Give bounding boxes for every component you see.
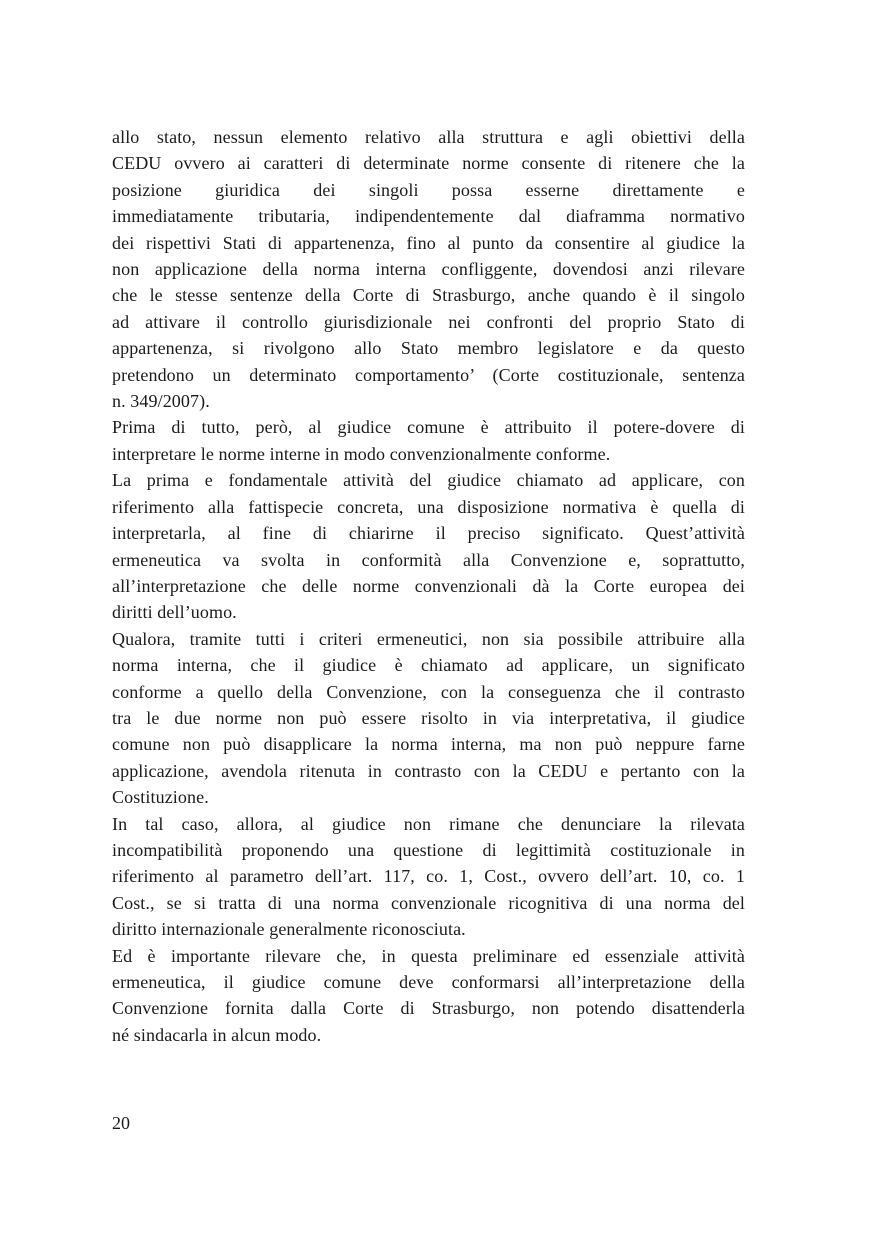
text-line: all’interpretazione che delle norme convenzionali dà la Corte europea dei — [112, 575, 745, 596]
paragraph — [112, 467, 745, 625]
text-line: diritto internazionale generalmente riconosciuta. — [112, 919, 466, 940]
text-line: dei rispettivi Stati di appartenenza, fino al punto da consentire al giudice la — [112, 232, 745, 253]
text-line: incompatibilità proponendo una questione di legittimità costituzionale in — [112, 839, 745, 860]
text-line: che le stesse sentenze della Corte di Strasburgo, anche quando è il singolo — [112, 285, 745, 306]
text-line: CEDU ovvero ai caratteri di determinate norme consente di ritenere che la — [112, 153, 745, 174]
text-line: immediatamente tributaria, indipendentemente dal diaframma normativo — [112, 206, 745, 227]
paragraph — [112, 626, 745, 811]
text-line: Prima di tutto, però, al giudice comune è attribuito il potere-dovere di — [112, 417, 745, 438]
text-line: diritti dell’uomo. — [112, 602, 237, 623]
text-line: interpretare le norme interne in modo convenzionalmente conforme. — [112, 443, 611, 464]
text-line: Qualora, tramite tutti i criteri ermeneutici, non sia possibile attribuire alla — [112, 628, 745, 649]
paragraph — [112, 943, 745, 1049]
text-line: riferimento alla fattispecie concreta, una disposizione normativa è quella di — [112, 496, 745, 517]
paragraph — [112, 124, 745, 414]
text-line: interpretarla, al fine di chiarirne il preciso significato. Quest’attività — [112, 523, 745, 544]
text-line: conforme a quello della Convenzione, con la conseguenza che il contrasto — [112, 681, 745, 702]
text-line: Convenzione fornita dalla Corte di Strasburgo, non potendo disattenderla — [112, 998, 745, 1019]
text-line: norma interna, che il giudice è chiamato ad applicare, un significato — [112, 655, 745, 676]
text-line: ermeneutica va svolta in conformità alla Convenzione e, soprattutto, — [112, 549, 745, 570]
text-line: ermeneutica, il giudice comune deve conformarsi all’interpretazione della — [112, 972, 745, 992]
page-number: 20 — [112, 1113, 130, 1133]
text-line: pretendono un determinato comportamento’ (Corte costituzionale, sentenza — [112, 364, 745, 385]
text-line: riferimento al parametro dell’art. 117, co. 1, Cost., ovvero dell’art. 10, co. 1 — [112, 866, 745, 887]
text-line: In tal caso, allora, al giudice non rimane che denunciare la rilevata — [112, 813, 745, 834]
text-line: tra le due norme non può essere risolto in via interpretativa, il giudice — [112, 707, 745, 728]
paragraph — [112, 811, 745, 943]
text-line: Cost., se si tratta di una norma convenzionale ricognitiva di una norma del — [112, 892, 745, 913]
text-line: né sindacarla in alcun modo. — [112, 1024, 322, 1045]
text-line: allo stato, nessun elemento relativo alla struttura e agli obiettivi della — [112, 127, 745, 147]
text-line: applicazione, avendola ritenuta in contrasto con la CEDU e pertanto con la — [112, 760, 745, 781]
text-line: non applicazione della norma interna confliggente, dovendosi anzi rilevare — [112, 259, 745, 280]
text-block — [112, 124, 745, 1048]
text-line: Ed è importante rilevare che, in questa preliminare ed essenziale attività — [112, 945, 745, 966]
text-line: Costituzione. — [112, 787, 209, 808]
text-line: n. 349/2007). — [112, 391, 210, 412]
text-line: posizione giuridica dei singoli possa esserne direttamente e — [112, 179, 745, 200]
text-line: ad attivare il controllo giurisdizionale nei confronti del proprio Stato di — [112, 311, 745, 332]
text-line: appartenenza, si rivolgono allo Stato membro legislatore e da questo — [112, 338, 745, 359]
paragraph — [112, 414, 745, 467]
text-line: comune non può disapplicare la norma interna, ma non può neppure farne — [112, 734, 745, 755]
text-line: La prima e fondamentale attività del giudice chiamato ad applicare, con — [112, 470, 745, 491]
